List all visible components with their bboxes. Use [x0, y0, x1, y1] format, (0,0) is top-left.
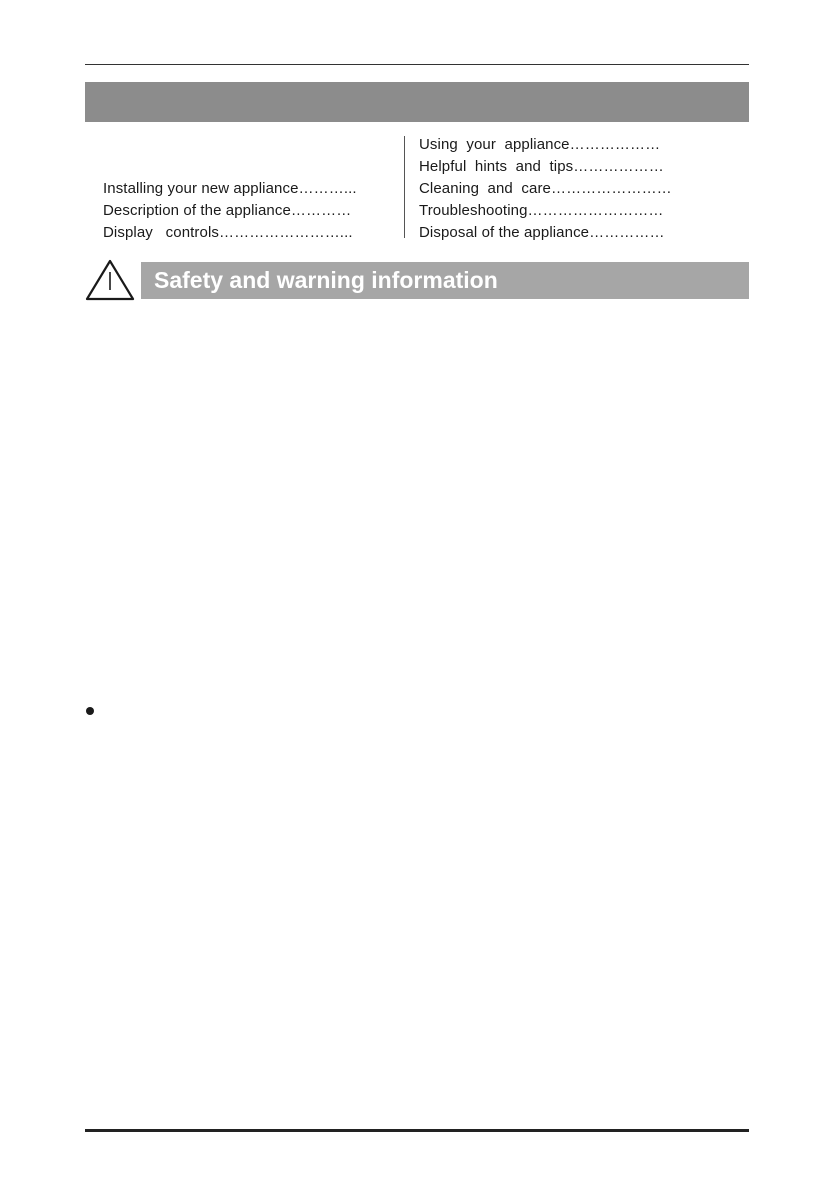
toc-item-disposal[interactable]: Disposal of the appliance…………… — [419, 224, 665, 241]
toc-right-column — [419, 134, 719, 244]
bottom-rule — [85, 1129, 749, 1132]
contents-header-band — [85, 82, 749, 122]
toc-left-column — [103, 178, 393, 244]
top-rule — [85, 64, 749, 65]
section-header-band — [141, 262, 749, 299]
toc-item-using[interactable]: Using your appliance……………… — [419, 136, 661, 153]
toc-item-display-controls[interactable]: Display controls……………………... — [103, 224, 353, 241]
bullet-point — [86, 707, 94, 715]
warning-triangle-icon — [84, 258, 136, 302]
toc-item-description[interactable]: Description of the appliance………… — [103, 202, 352, 219]
toc-divider — [404, 136, 405, 238]
toc-item-hints[interactable]: Helpful hints and tips……………… — [419, 158, 664, 175]
toc-item-troubleshooting[interactable]: Troubleshooting……………………… — [419, 202, 664, 219]
section-title: Safety and warning information — [154, 267, 498, 293]
toc-item-cleaning[interactable]: Cleaning and care…………………… — [419, 180, 672, 197]
toc-item-installing[interactable]: Installing your new appliance………... — [103, 180, 357, 197]
